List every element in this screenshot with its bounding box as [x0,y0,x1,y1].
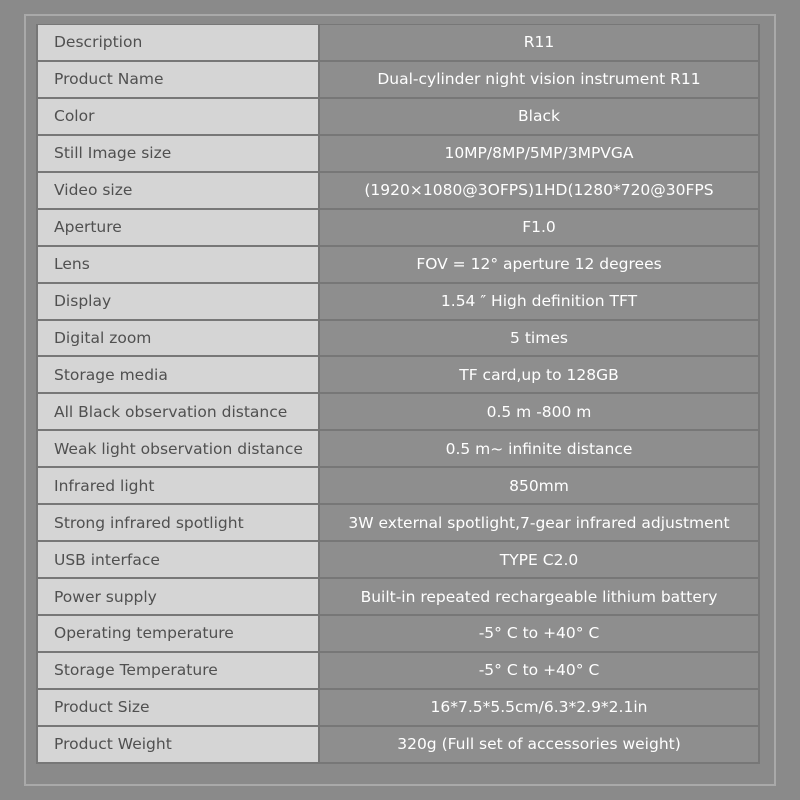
spec-value: 0.5 m~ infinite distance [319,430,759,467]
spec-value: 1.54 ″ High definition TFT [319,283,759,320]
spec-value: TYPE C2.0 [319,541,759,578]
spec-value: 320g (Full set of accessories weight) [319,726,759,763]
spec-label: Operating temperature [37,615,319,652]
spec-row-digital-zoom [37,320,759,357]
spec-label: USB interface [37,541,319,578]
spec-row-infrared-spotlight [37,504,759,541]
spec-label: Storage media [37,356,319,393]
spec-value: 3W external spotlight,7-gear infrared adjustment [319,504,759,541]
spec-label: Product Size [37,689,319,726]
spec-label: Product Name [37,61,319,98]
spec-row-power-supply [37,578,759,615]
spec-value: 850mm [319,467,759,504]
spec-row-display [37,283,759,320]
spec-value: (1920×1080@3OFPS)1HD(1280*720@30FPS [319,172,759,209]
spec-value: Dual-cylinder night vision instrument R11 [319,61,759,98]
spec-row-lens [37,246,759,283]
spec-label: All Black observation distance [37,393,319,430]
spec-row-color [37,98,759,135]
spec-label: Infrared light [37,467,319,504]
spec-value: -5° C to +40° C [319,652,759,689]
spec-label: Lens [37,246,319,283]
spec-label: Weak light observation distance [37,430,319,467]
spec-value: FOV = 12° aperture 12 degrees [319,246,759,283]
spec-row-weak-light-distance [37,430,759,467]
spec-row-product-size [37,689,759,726]
spec-row-aperture [37,209,759,246]
spec-row-usb-interface [37,541,759,578]
spec-row-infrared-light [37,467,759,504]
spec-label: Power supply [37,578,319,615]
spec-label: Description [37,25,319,61]
spec-row-video-size [37,172,759,209]
spec-row-still-image-size [37,135,759,172]
spec-table [36,24,760,764]
spec-label: Product Weight [37,726,319,763]
spec-label: Storage Temperature [37,652,319,689]
spec-value: Built-in repeated rechargeable lithium battery [319,578,759,615]
spec-value: 10MP/8MP/5MP/3MPVGA [319,135,759,172]
spec-label: Still Image size [37,135,319,172]
spec-value: 0.5 m -800 m [319,393,759,430]
spec-label: Display [37,283,319,320]
spec-value: 16*7.5*5.5cm/6.3*2.9*2.1in [319,689,759,726]
spec-row-operating-temperature [37,615,759,652]
spec-value: -5° C to +40° C [319,615,759,652]
spec-label: Strong infrared spotlight [37,504,319,541]
spec-label: Aperture [37,209,319,246]
spec-value: Black [319,98,759,135]
spec-value: R11 [319,25,759,61]
spec-row-storage-temperature [37,652,759,689]
spec-row-product-name [37,61,759,98]
spec-value: F1.0 [319,209,759,246]
spec-row-description [37,25,759,61]
spec-value: TF card,up to 128GB [319,356,759,393]
spec-label: Color [37,98,319,135]
spec-row-all-black-distance [37,393,759,430]
spec-row-product-weight [37,726,759,763]
spec-label: Digital zoom [37,320,319,357]
spec-value: 5 times [319,320,759,357]
spec-row-storage-media [37,356,759,393]
spec-label: Video size [37,172,319,209]
